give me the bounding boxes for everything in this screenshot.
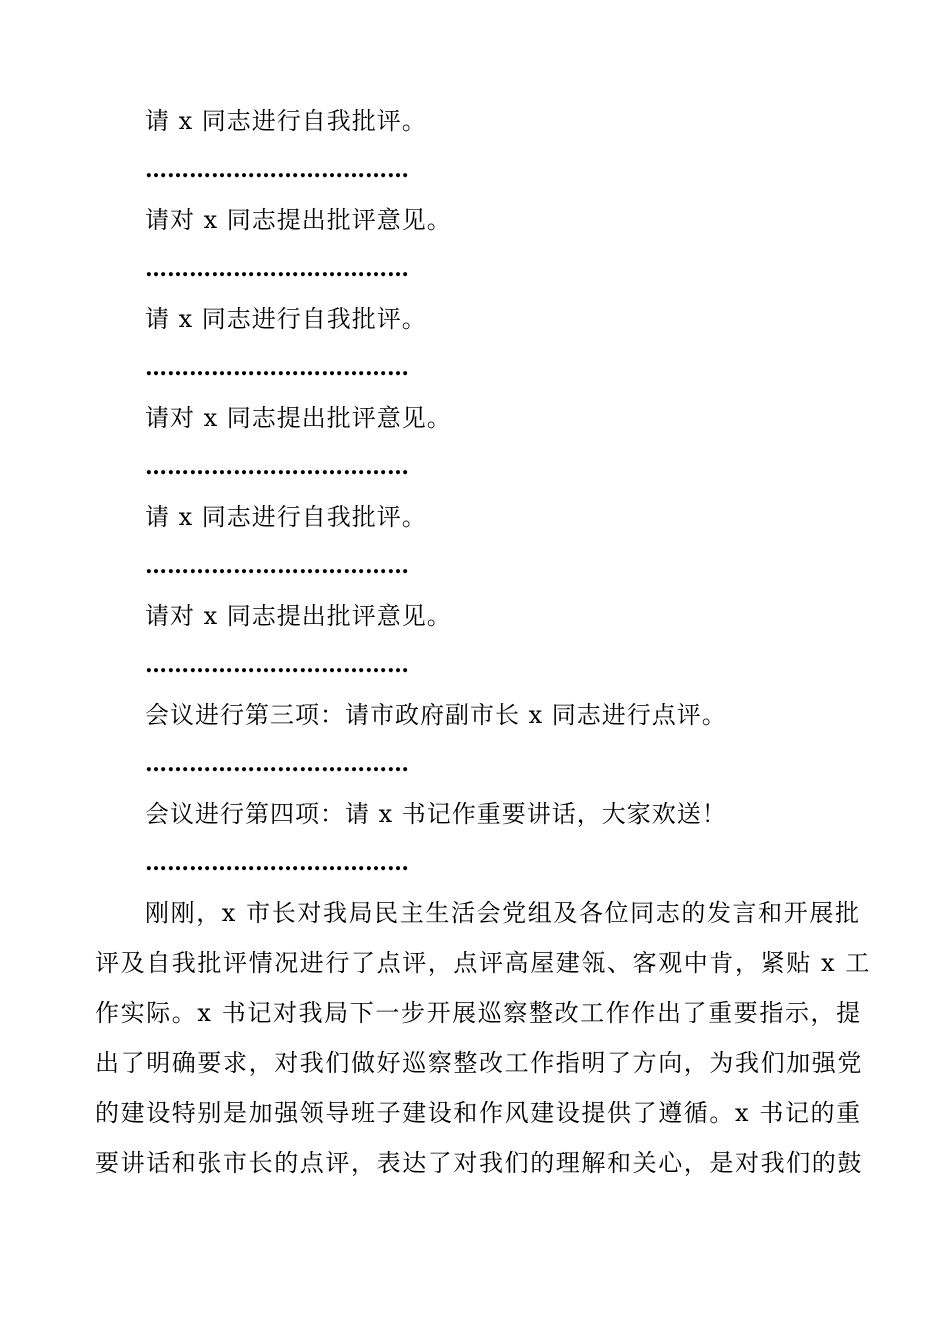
dots-separator: ………………………………	[145, 256, 409, 282]
dots-separator: ………………………………	[145, 850, 409, 876]
paragraph-line: 出了明确要求，对我们做好巡察整改工作指明了方向，为我们加强党	[95, 1049, 863, 1077]
paragraph-line: 作实际。x 书记对我局下一步开展巡察整改工作作出了重要指示，提	[95, 999, 862, 1027]
dots-separator: ………………………………	[145, 553, 409, 579]
text-line: 会议进行第三项：请市政府副市长 x 同志进行点评。	[145, 701, 727, 729]
dots-separator: ………………………………	[145, 454, 409, 480]
text-line: 请 x 同志进行自我批评。	[145, 503, 427, 531]
text-line: 请 x 同志进行自我批评。	[145, 107, 427, 135]
dots-separator: ………………………………	[145, 355, 409, 381]
text-line: 请对 x 同志提出批评意见。	[145, 404, 452, 432]
text-line: 请 x 同志进行自我批评。	[145, 305, 427, 333]
paragraph-line: 评及自我批评情况进行了点评，点评高屋建瓴、客观中肯，紧贴 x 工	[95, 949, 871, 977]
text-line: 请对 x 同志提出批评意见。	[145, 206, 452, 234]
paragraph-line: 的建设特别是加强领导班子建设和作风建设提供了遵循。x 书记的重	[95, 1099, 862, 1127]
dots-separator: ………………………………	[145, 157, 409, 183]
dots-separator: ………………………………	[145, 751, 409, 777]
paragraph-line: 刚刚，x 市长对我局民主生活会党组及各位同志的发言和开展批	[145, 899, 861, 927]
text-line: 请对 x 同志提出批评意见。	[145, 602, 452, 630]
paragraph-line: 要讲话和张市长的点评，表达了对我们的理解和关心，是对我们的鼓	[95, 1149, 863, 1177]
text-line: 会议进行第四项：请 x 书记作重要讲话，大家欢送！	[145, 800, 727, 828]
dots-separator: ………………………………	[145, 652, 409, 678]
